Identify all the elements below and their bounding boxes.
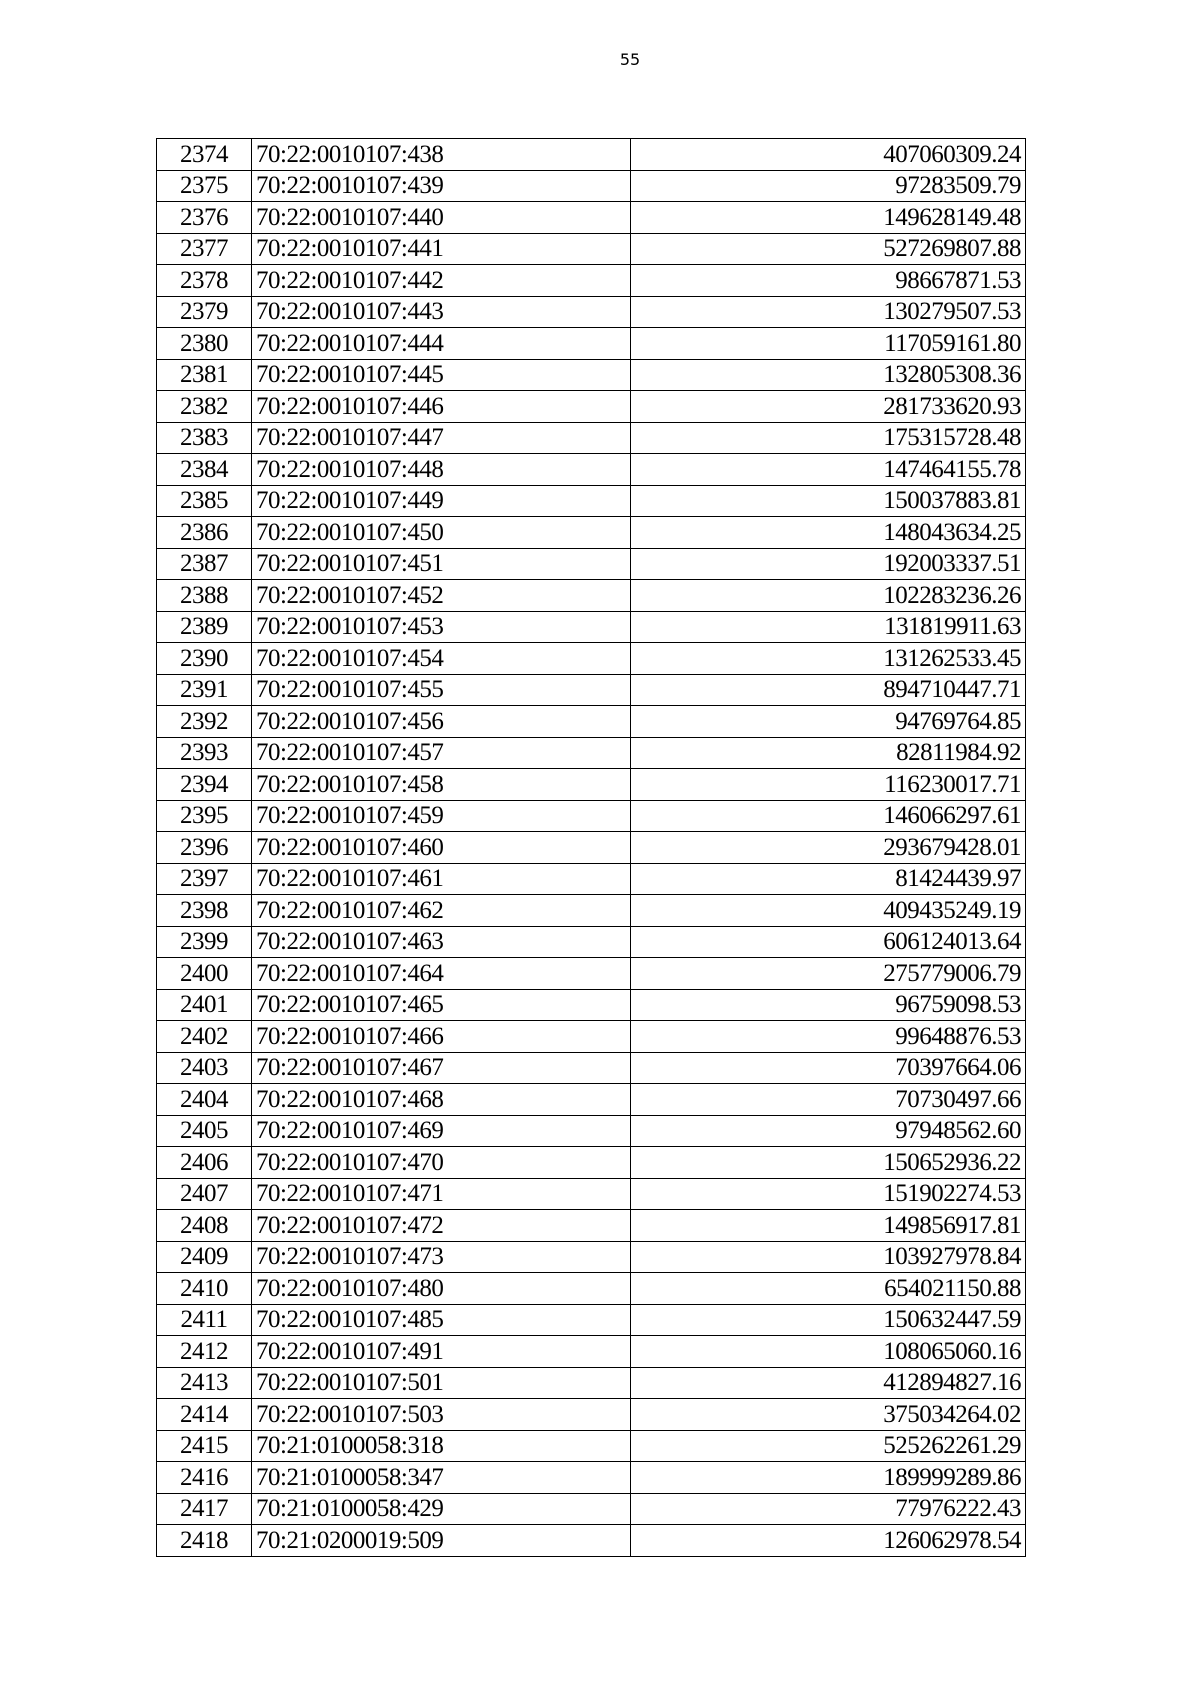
table-row	[157, 422, 1026, 454]
cadastral-value-cell: 281733620.93	[631, 391, 1026, 423]
row-number-cell: 2387	[157, 548, 252, 580]
cadastral-number-cell: 70:22:0010107:454	[252, 643, 631, 675]
cadastral-number-cell: 70:21:0100058:429	[252, 1493, 631, 1525]
cadastral-number-cell: 70:22:0010107:446	[252, 391, 631, 423]
cadastral-value-cell: 275779006.79	[631, 958, 1026, 990]
table-row	[157, 485, 1026, 517]
cadastral-number-cell: 70:21:0100058:318	[252, 1430, 631, 1462]
cadastral-number-cell: 70:22:0010107:442	[252, 265, 631, 297]
cadastral-number-cell: 70:22:0010107:459	[252, 800, 631, 832]
row-number-cell: 2375	[157, 170, 252, 202]
table-body	[157, 139, 1026, 1557]
table-row	[157, 1210, 1026, 1242]
table-row	[157, 359, 1026, 391]
cadastral-number-cell: 70:22:0010107:465	[252, 989, 631, 1021]
table-row	[157, 1115, 1026, 1147]
cadastral-number-cell: 70:22:0010107:503	[252, 1399, 631, 1431]
cadastral-number-cell: 70:22:0010107:451	[252, 548, 631, 580]
cadastral-number-cell: 70:22:0010107:450	[252, 517, 631, 549]
row-number-cell: 2408	[157, 1210, 252, 1242]
table-row	[157, 674, 1026, 706]
row-number-cell: 2378	[157, 265, 252, 297]
cadastral-value-cell: 149628149.48	[631, 202, 1026, 234]
cadastral-number-cell: 70:22:0010107:464	[252, 958, 631, 990]
table-row	[157, 706, 1026, 738]
table-row	[157, 1430, 1026, 1462]
table-row	[157, 580, 1026, 612]
row-number-cell: 2411	[157, 1304, 252, 1336]
row-number-cell: 2409	[157, 1241, 252, 1273]
cadastral-number-cell: 70:22:0010107:468	[252, 1084, 631, 1116]
cadastral-value-cell: 82811984.92	[631, 737, 1026, 769]
cadastral-value-cell: 192003337.51	[631, 548, 1026, 580]
table-row	[157, 611, 1026, 643]
row-number-cell: 2389	[157, 611, 252, 643]
cadastral-number-cell: 70:22:0010107:480	[252, 1273, 631, 1305]
row-number-cell: 2376	[157, 202, 252, 234]
row-number-cell: 2380	[157, 328, 252, 360]
cadastral-number-cell: 70:22:0010107:457	[252, 737, 631, 769]
cadastral-value-cell: 96759098.53	[631, 989, 1026, 1021]
table-row	[157, 769, 1026, 801]
row-number-cell: 2384	[157, 454, 252, 486]
cadastral-value-cell: 70397664.06	[631, 1052, 1026, 1084]
cadastral-number-cell: 70:22:0010107:471	[252, 1178, 631, 1210]
row-number-cell: 2392	[157, 706, 252, 738]
row-number-cell: 2390	[157, 643, 252, 675]
cadastral-number-cell: 70:22:0010107:443	[252, 296, 631, 328]
cadastral-number-cell: 70:22:0010107:452	[252, 580, 631, 612]
cadastral-value-cell: 132805308.36	[631, 359, 1026, 391]
cadastral-value-cell: 108065060.16	[631, 1336, 1026, 1368]
cadastral-value-cell: 103927978.84	[631, 1241, 1026, 1273]
cadastral-value-cell: 150652936.22	[631, 1147, 1026, 1179]
cadastral-number-cell: 70:21:0200019:509	[252, 1525, 631, 1557]
table-row	[157, 1021, 1026, 1053]
row-number-cell: 2402	[157, 1021, 252, 1053]
cadastral-number-cell: 70:22:0010107:473	[252, 1241, 631, 1273]
table-row	[157, 1367, 1026, 1399]
cadastral-value-cell: 150037883.81	[631, 485, 1026, 517]
table-row	[157, 1336, 1026, 1368]
table-row	[157, 139, 1026, 171]
cadastral-number-cell: 70:22:0010107:449	[252, 485, 631, 517]
table-row	[157, 1462, 1026, 1494]
row-number-cell: 2403	[157, 1052, 252, 1084]
table-row	[157, 737, 1026, 769]
table-row	[157, 517, 1026, 549]
cadastral-value-cell: 407060309.24	[631, 139, 1026, 171]
row-number-cell: 2413	[157, 1367, 252, 1399]
cadastral-number-cell: 70:22:0010107:501	[252, 1367, 631, 1399]
row-number-cell: 2377	[157, 233, 252, 265]
table-row	[157, 328, 1026, 360]
row-number-cell: 2417	[157, 1493, 252, 1525]
table-row	[157, 1493, 1026, 1525]
cadastral-number-cell: 70:22:0010107:445	[252, 359, 631, 391]
table-row	[157, 1052, 1026, 1084]
cadastral-number-cell: 70:22:0010107:469	[252, 1115, 631, 1147]
row-number-cell: 2381	[157, 359, 252, 391]
cadastral-number-cell: 70:22:0010107:472	[252, 1210, 631, 1242]
cadastral-number-cell: 70:22:0010107:447	[252, 422, 631, 454]
table-row	[157, 832, 1026, 864]
row-number-cell: 2383	[157, 422, 252, 454]
row-number-cell: 2379	[157, 296, 252, 328]
cadastral-number-cell: 70:22:0010107:441	[252, 233, 631, 265]
cadastral-value-cell: 70730497.66	[631, 1084, 1026, 1116]
row-number-cell: 2394	[157, 769, 252, 801]
table-row	[157, 391, 1026, 423]
cadastral-value-cell: 146066297.61	[631, 800, 1026, 832]
row-number-cell: 2401	[157, 989, 252, 1021]
table-row	[157, 863, 1026, 895]
table-row	[157, 265, 1026, 297]
cadastral-value-cell: 147464155.78	[631, 454, 1026, 486]
cadastral-number-cell: 70:22:0010107:491	[252, 1336, 631, 1368]
cadastral-value-cell: 148043634.25	[631, 517, 1026, 549]
row-number-cell: 2374	[157, 139, 252, 171]
cadastral-value-cell: 412894827.16	[631, 1367, 1026, 1399]
cadastral-value-cell: 81424439.97	[631, 863, 1026, 895]
cadastral-value-cell: 131819911.63	[631, 611, 1026, 643]
table-row	[157, 800, 1026, 832]
table-row	[157, 548, 1026, 580]
table-row	[157, 643, 1026, 675]
cadastral-value-cell: 151902274.53	[631, 1178, 1026, 1210]
cadastral-value-cell: 606124013.64	[631, 926, 1026, 958]
row-number-cell: 2404	[157, 1084, 252, 1116]
row-number-cell: 2395	[157, 800, 252, 832]
row-number-cell: 2415	[157, 1430, 252, 1462]
cadastral-value-cell: 375034264.02	[631, 1399, 1026, 1431]
table-row	[157, 1241, 1026, 1273]
table-row	[157, 926, 1026, 958]
cadastral-number-cell: 70:22:0010107:448	[252, 454, 631, 486]
row-number-cell: 2398	[157, 895, 252, 927]
cadastral-value-cell: 894710447.71	[631, 674, 1026, 706]
cadastral-value-cell: 116230017.71	[631, 769, 1026, 801]
cadastral-number-cell: 70:22:0010107:463	[252, 926, 631, 958]
row-number-cell: 2410	[157, 1273, 252, 1305]
cadastral-value-cell: 189999289.86	[631, 1462, 1026, 1494]
row-number-cell: 2412	[157, 1336, 252, 1368]
cadastral-number-cell: 70:22:0010107:466	[252, 1021, 631, 1053]
cadastral-number-cell: 70:22:0010107:470	[252, 1147, 631, 1179]
cadastral-value-cell: 97948562.60	[631, 1115, 1026, 1147]
cadastral-number-cell: 70:22:0010107:438	[252, 139, 631, 171]
table-row	[157, 895, 1026, 927]
table-row	[157, 296, 1026, 328]
page-number: 55	[619, 50, 641, 69]
cadastral-value-cell: 97283509.79	[631, 170, 1026, 202]
cadastral-number-cell: 70:22:0010107:453	[252, 611, 631, 643]
cadastral-value-cell: 94769764.85	[631, 706, 1026, 738]
table-row	[157, 1084, 1026, 1116]
row-number-cell: 2406	[157, 1147, 252, 1179]
row-number-cell: 2396	[157, 832, 252, 864]
cadastral-value-cell: 131262533.45	[631, 643, 1026, 675]
cadastral-number-cell: 70:22:0010107:461	[252, 863, 631, 895]
row-number-cell: 2393	[157, 737, 252, 769]
cadastral-value-cell: 525262261.29	[631, 1430, 1026, 1462]
row-number-cell: 2416	[157, 1462, 252, 1494]
cadastral-value-cell: 130279507.53	[631, 296, 1026, 328]
row-number-cell: 2385	[157, 485, 252, 517]
cadastral-number-cell: 70:22:0010107:440	[252, 202, 631, 234]
row-number-cell: 2391	[157, 674, 252, 706]
cadastral-value-cell: 150632447.59	[631, 1304, 1026, 1336]
cadastral-value-cell: 654021150.88	[631, 1273, 1026, 1305]
cadastral-value-cell: 98667871.53	[631, 265, 1026, 297]
cadastral-number-cell: 70:22:0010107:460	[252, 832, 631, 864]
cadastral-value-cell: 527269807.88	[631, 233, 1026, 265]
table-row	[157, 958, 1026, 990]
row-number-cell: 2382	[157, 391, 252, 423]
cadastral-number-cell: 70:22:0010107:439	[252, 170, 631, 202]
row-number-cell: 2397	[157, 863, 252, 895]
table-row	[157, 1273, 1026, 1305]
row-number-cell: 2414	[157, 1399, 252, 1431]
cadastral-number-cell: 70:22:0010107:458	[252, 769, 631, 801]
table-row	[157, 1525, 1026, 1557]
cadastral-number-cell: 70:22:0010107:462	[252, 895, 631, 927]
cadastral-value-cell: 175315728.48	[631, 422, 1026, 454]
cadastral-value-table	[156, 138, 1026, 1557]
cadastral-value-cell: 102283236.26	[631, 580, 1026, 612]
cadastral-value-cell: 293679428.01	[631, 832, 1026, 864]
cadastral-value-cell: 126062978.54	[631, 1525, 1026, 1557]
cadastral-value-cell: 409435249.19	[631, 895, 1026, 927]
cadastral-number-cell: 70:22:0010107:467	[252, 1052, 631, 1084]
table-row	[157, 1304, 1026, 1336]
table-row	[157, 1147, 1026, 1179]
row-number-cell: 2388	[157, 580, 252, 612]
table-row	[157, 1178, 1026, 1210]
table-row	[157, 454, 1026, 486]
row-number-cell: 2386	[157, 517, 252, 549]
cadastral-number-cell: 70:22:0010107:456	[252, 706, 631, 738]
row-number-cell: 2399	[157, 926, 252, 958]
cadastral-value-cell: 117059161.80	[631, 328, 1026, 360]
table-row	[157, 1399, 1026, 1431]
row-number-cell: 2407	[157, 1178, 252, 1210]
row-number-cell: 2405	[157, 1115, 252, 1147]
cadastral-value-cell: 77976222.43	[631, 1493, 1026, 1525]
row-number-cell: 2400	[157, 958, 252, 990]
cadastral-number-cell: 70:21:0100058:347	[252, 1462, 631, 1494]
cadastral-value-cell: 149856917.81	[631, 1210, 1026, 1242]
cadastral-number-cell: 70:22:0010107:455	[252, 674, 631, 706]
table-row	[157, 202, 1026, 234]
table-row	[157, 170, 1026, 202]
cadastral-number-cell: 70:22:0010107:444	[252, 328, 631, 360]
table-row	[157, 233, 1026, 265]
row-number-cell: 2418	[157, 1525, 252, 1557]
table-row	[157, 989, 1026, 1021]
cadastral-value-cell: 99648876.53	[631, 1021, 1026, 1053]
cadastral-number-cell: 70:22:0010107:485	[252, 1304, 631, 1336]
